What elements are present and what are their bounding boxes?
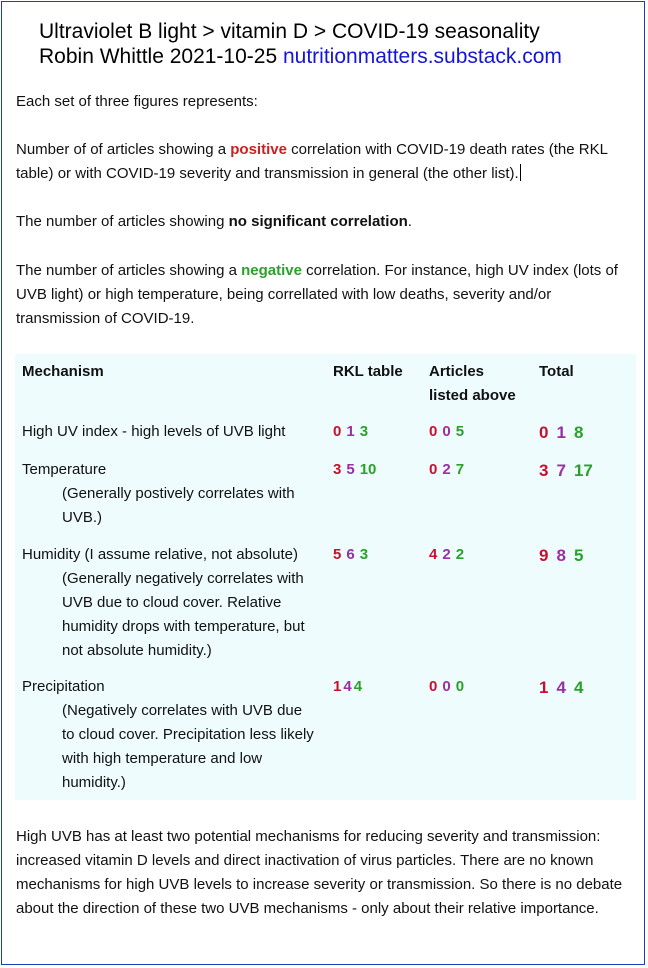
page-frame: [1, 1, 645, 965]
count-negative: 2: [455, 546, 465, 563]
count-positive: 0: [333, 423, 342, 440]
mechanism-name: Humidity (I assume relative, not absolute): [22, 546, 298, 563]
table-row-mechanism: [22, 543, 318, 663]
row-rkl-counts: [333, 420, 373, 444]
row-total-counts: [539, 459, 601, 483]
count-positive: 0: [429, 678, 438, 695]
count-negative: 10: [359, 461, 377, 478]
count-positive: 9: [539, 546, 549, 565]
mechanism-name: Precipitation: [22, 678, 105, 695]
mechanism-note: (Negatively correlates with UVB due to cloud cover. Precipitation less likely with high temperature and low humidity.): [62, 702, 314, 791]
count-positive: 0: [539, 423, 549, 442]
count-negative: 3: [359, 423, 369, 440]
header-articles-line1: Articles: [429, 363, 485, 380]
mechanism-table: [15, 354, 636, 800]
row-articles-counts: [429, 458, 469, 482]
row-articles-counts: [429, 675, 469, 699]
intro-paragraph-4: [16, 259, 636, 331]
text-cursor: [520, 164, 521, 181]
count-positive: 5: [333, 546, 342, 563]
intro-p4-negative: negative: [241, 262, 302, 279]
count-negative: 3: [359, 546, 369, 563]
mechanism-note: (Generally negatively correlates with UVB due to cloud cover. Relative humidity drops with temperature, but not absolute humidity.): [62, 570, 305, 659]
intro-p4-text-c: correlation. For instance, high UV index (lots of UVB light) or high temperature, being correllated with low deaths, severity and/or transmission of COVID-19.: [16, 262, 618, 327]
mechanism-name: Temperature: [22, 461, 107, 478]
mechanism-note: (Generally postively correlates with UVB.): [62, 485, 295, 526]
table-row-mechanism: High UV index - high levels of UVB light: [22, 423, 286, 440]
count-negative: 5: [455, 423, 465, 440]
row-articles-counts: [429, 420, 469, 444]
row-rkl-counts: [333, 675, 367, 699]
table-row-mechanism: [22, 675, 318, 795]
count-negative: 4: [573, 678, 584, 697]
row-total-counts: [539, 544, 591, 568]
intro-p2-text-c: correlation with COVID-19 death rates (the RKL table) or with COVID-19 severity and transmission in general (the other list).: [16, 141, 608, 182]
count-neutral: 8: [556, 546, 566, 565]
row-rkl-counts: [333, 458, 381, 482]
count-positive: 1: [539, 678, 549, 697]
intro-p3-text-a: The number of articles showing: [16, 213, 229, 230]
count-neutral: 1: [346, 423, 355, 440]
header-author-date: Robin Whittle 2021-10-25: [39, 45, 283, 68]
count-positive: 0: [429, 461, 438, 478]
header-articles: [429, 360, 516, 408]
count-neutral: 4: [556, 678, 566, 697]
header-rkl-table: RKL table: [333, 363, 403, 380]
count-negative: 17: [573, 461, 593, 480]
footer-paragraph: High UVB has at least two potential mechanisms for reducing severity and transmission: increased vitamin D levels and direct inactivation of virus particles. There are no known mechanisms for high UVB levels to increase severity or transmission. So there is no debate about the direction of these two UVB mechanisms - only about their relative importance.: [16, 828, 623, 917]
count-positive: 3: [539, 461, 549, 480]
intro-paragraph-2: [16, 138, 636, 186]
count-negative: 7: [455, 461, 465, 478]
count-neutral: 0: [442, 423, 451, 440]
count-positive: 1: [333, 678, 342, 695]
table-row-mechanism: [22, 458, 318, 530]
intro-p2-positive: positive: [230, 141, 287, 158]
header-total: Total: [539, 363, 574, 380]
header-byline: [39, 44, 562, 69]
count-neutral: 4: [343, 678, 352, 695]
header-title: Ultraviolet B light > vitamin D > COVID-19 seasonality: [39, 20, 540, 43]
intro-p2-text-a: Number of of articles showing a: [16, 141, 231, 158]
intro-p3-text-c: .: [407, 213, 412, 230]
count-neutral: 2: [442, 461, 451, 478]
header-articles-line2: listed above: [429, 387, 516, 404]
page-header: [39, 19, 562, 69]
count-negative: 4: [353, 678, 363, 695]
row-total-counts: [539, 676, 591, 700]
count-positive: 0: [429, 423, 438, 440]
count-neutral: 7: [556, 461, 566, 480]
header-mechanism: Mechanism: [22, 363, 104, 380]
count-negative: 0: [455, 678, 465, 695]
count-positive: 3: [333, 461, 342, 478]
count-neutral: 6: [346, 546, 355, 563]
row-total-counts: [539, 421, 591, 445]
count-negative: 8: [573, 423, 584, 442]
row-articles-counts: [429, 543, 469, 567]
count-neutral: 5: [346, 461, 355, 478]
intro-paragraph-1: Each set of three figures represents:: [16, 93, 258, 110]
row-rkl-counts: [333, 543, 373, 567]
intro-p3-no-correlation: no significant correlation: [228, 213, 408, 230]
count-neutral: 0: [442, 678, 451, 695]
count-neutral: 1: [556, 423, 566, 442]
count-neutral: 2: [442, 546, 451, 563]
count-negative: 5: [573, 546, 584, 565]
intro-p4-text-a: The number of articles showing a: [16, 262, 242, 279]
count-positive: 4: [429, 546, 438, 563]
header-site-link[interactable]: nutritionmatters.substack.com: [282, 45, 562, 68]
intro-paragraph-3: [16, 210, 636, 234]
